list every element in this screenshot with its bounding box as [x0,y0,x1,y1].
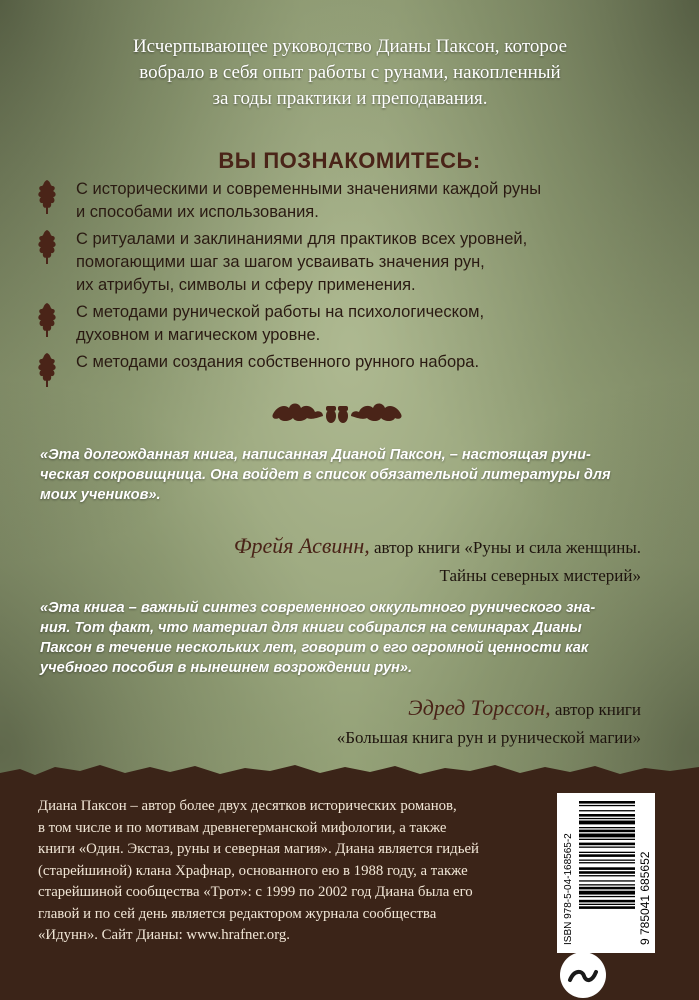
quote-line: «Эта книга – важный синтез современного оккультного рунического зна- [40,600,596,616]
oak-leaf-icon [34,228,60,266]
quote-line: учебного пособия в нынешнем возрождении рун». [40,660,413,676]
attribution-2 [81,694,641,751]
author-work: «Большая книга рун и рунической магии» [336,728,641,747]
bio-line: (старейшиной) клана Храфнар, основанного ею в 1988 году, а также [38,862,468,879]
bio-line: главой и по сей день является редактором журнала сообщества [38,905,437,922]
bullet-text: С историческими и современными значениями каждой руны [76,180,542,198]
attribution-1 [81,532,641,589]
quote-1 [40,445,660,505]
bullet-text: С ритуалами и заклинаниями для практиков всех уровней, [76,230,528,248]
quote-2 [40,598,660,678]
torn-edge-divider [0,755,699,795]
oak-leaves-acorns-ornament [267,392,407,432]
bullet-text: С методами рунической работы на психологическом, [76,303,485,321]
intro-line: вобрало в себя опыт работы с рунами, накопленный [139,62,561,83]
barcode-digits: 9 785041 685652 [638,851,652,945]
quote-line: «Эта долгожданная книга, написанная Дианой Паксон, – настоящая руни- [40,447,591,463]
bio-line: книги «Один. Экстаз, руны и северная магия». Диана является гидьей [38,841,479,857]
quote-line: ния. Тот факт, что материал для книги собирался на семинарах Дианы [40,620,582,636]
section-title: ВЫ ПОЗНАКОМИТЕСЬ: [218,148,481,173]
bullet-item [34,178,634,224]
bio-line: в том числе и по мотивам древнегерманской мифологии, а также [38,819,447,836]
intro-line: Исчерпывающее руководство Дианы Паксон, которое [132,36,568,57]
quote-line: Паксон в течение нескольких лет, говорит о его огромной ценности как [40,640,589,656]
bullet-text: и способами их использования. [76,203,319,221]
author-role: автор книги [550,700,641,719]
intro-line: за годы практики и преподавания. [212,88,488,109]
isbn-label: ISBN 978-5-04-168565-2 [563,833,574,945]
quote-line: ческая сокровищница. Она войдет в список обязательной литературы для [40,467,611,483]
bullet-text: их атрибуты, символы и сферу применения. [76,276,416,294]
barcode-bars [579,801,635,909]
publisher-logo-icon [560,952,606,998]
bullet-text: духовном и магическом уровне. [76,326,321,344]
author-bio [38,796,538,947]
author-work: Тайны северных мистерий» [439,566,641,585]
quote-author: Фрейя Асвинн, [233,533,370,558]
bullet-item [34,301,634,347]
quote-author: Эдред Торссон, [408,695,551,720]
bio-line: Диана Паксон – автор более двух десятков исторических романов, [38,798,457,814]
quote-line: моих учеников». [40,487,161,503]
bio-line: «Идунн». Сайт Дианы: www.hrafner.org. [38,927,290,943]
intro-paragraph [40,34,660,112]
author-role: автор книги «Руны и сила женщины. [369,538,641,557]
oak-leaf-icon [34,178,60,216]
bullet-item [34,351,634,374]
oak-leaf-icon [34,301,60,339]
bullet-text: С методами создания собственного рунного набора. [76,353,480,371]
bullet-item [34,228,634,297]
bullet-list [34,178,634,378]
bullet-text: помогающими шаг за шагом усваивать значения рун, [76,253,485,271]
bio-line: старейшиной сообщества «Трот»: с 1999 по 2002 год Диана была его [38,884,473,900]
isbn-barcode [557,793,655,953]
oak-leaf-icon [34,351,60,389]
